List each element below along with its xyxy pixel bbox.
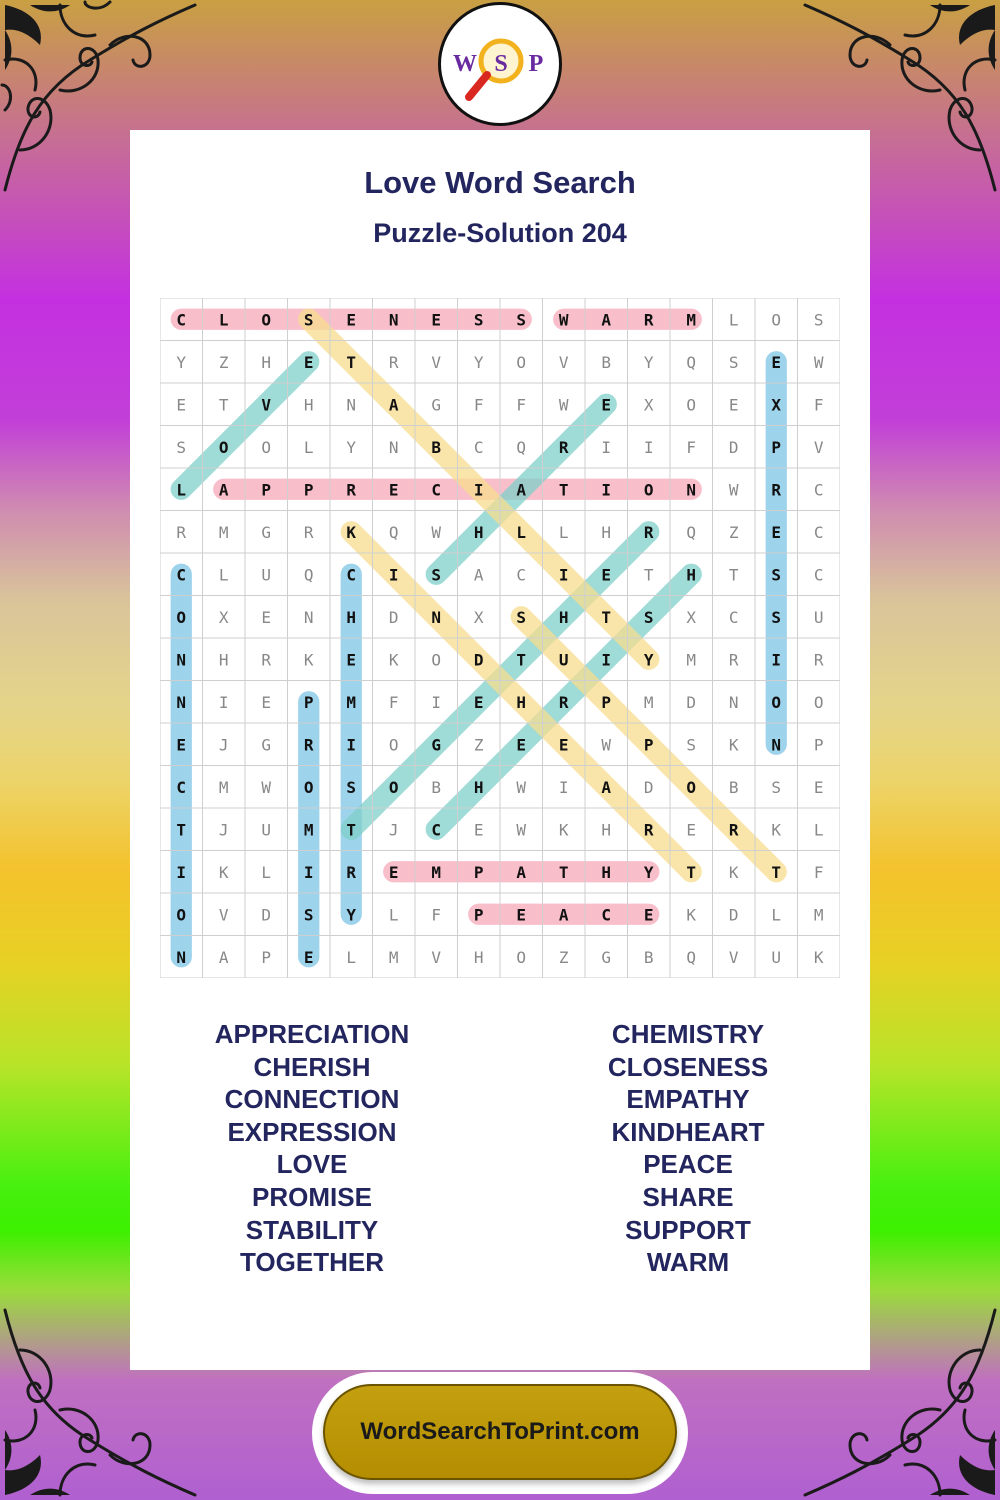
grid-cell-letter: F [388,692,399,712]
grid-cell-letter: K [728,735,739,755]
word-list-item: STABILITY [245,1214,379,1245]
grid-cell-letter: E [473,692,484,712]
logo-letter-p: P [528,51,544,77]
grid-cell-letter: S [771,565,782,585]
word-list-item: CONNECTION [224,1084,400,1115]
grid-cell-letter: K [686,905,697,925]
grid-cell-letter: Y [643,862,654,882]
grid-cell-letter: C [728,607,739,627]
grid-cell-letter: F [473,395,484,415]
grid-cell-letter: I [601,650,612,670]
grid-cell-letter: U [813,607,824,627]
grid-cell-letter: G [261,735,272,755]
grid-cell-letter: I [473,480,484,500]
grid-cell-letter: S [771,777,782,797]
grid-cell-letter: E [473,820,484,840]
grid-cell-letter: T [218,395,229,415]
grid-cell-letter: U [261,820,272,840]
word-list-item: WARM [646,1247,730,1278]
grid-cell-letter: O [516,352,527,372]
grid-cell-letter: L [771,905,782,925]
grid-cell-letter: E [558,735,569,755]
grid-cell-letter: O [431,650,442,670]
grid-cell-letter: R [813,650,824,670]
grid-cell-letter: C [473,437,484,457]
grid-cell-letter: M [388,947,399,967]
grid-cell-letter: E [516,905,527,925]
grid-cell-letter: W [558,395,569,415]
grid-cell-letter: O [261,437,272,457]
grid-cell-letter: I [558,777,569,797]
grid-cell-letter: C [813,565,824,585]
grid-cell-letter: J [218,820,229,840]
grid-cell-letter: C [516,565,527,585]
word-list-item: APPRECIATION [214,1019,410,1049]
grid-cell-letter: H [473,777,484,797]
grid-cell-letter: N [176,650,187,670]
grid-cell-letter: H [516,692,527,712]
grid-cell-letter: I [558,565,569,585]
grid-cell-letter: I [303,862,314,882]
grid-cell-letter: C [176,310,187,330]
grid-cell-letter: U [261,565,272,585]
grid-cell-letter: T [643,565,654,585]
grid-cell-letter: E [176,735,187,755]
grid-cell-letter: S [303,310,314,330]
grid-cell-letter: N [431,607,442,627]
grid-cell-letter: H [601,820,612,840]
grid-cell-letter: O [771,310,782,330]
grid-cell-letter: D [643,777,654,797]
grid-cell-letter: S [643,607,654,627]
grid-cell-letter: P [601,692,612,712]
grid-cell-letter: X [473,607,484,627]
grid-cell-letter: L [558,522,569,542]
word-list-item: CHEMISTRY [611,1019,765,1049]
grid-cell-letter: Q [303,565,314,585]
grid-cell-letter: H [473,522,484,542]
grid-cell-letter: S [176,437,187,457]
grid-cell-letter: B [728,777,739,797]
grid-cell-letter: H [346,607,357,627]
grid-cell-letter: H [261,352,272,372]
grid-cell-letter: I [346,735,357,755]
grid-cell-letter: K [346,522,357,542]
grid-cell-letter: J [388,820,399,840]
grid-cell-letter: A [388,395,399,415]
grid-cell-letter: R [303,522,314,542]
grid-cell-letter: V [813,437,824,457]
grid-cell-letter: K [558,820,569,840]
grid-cell-letter: T [558,862,569,882]
word-list-item: CLOSENESS [607,1051,769,1082]
grid-cell-letter: G [261,522,272,542]
grid-cell-letter: H [473,947,484,967]
grid-cell-letter: H [686,565,697,585]
grid-cell-letter: R [388,352,399,372]
grid-cell-letter: A [601,310,612,330]
grid-cell-letter: E [643,905,654,925]
grid-cell-letter: Y [643,650,654,670]
grid-cell-letter: P [771,437,782,457]
grid-cell-letter: U [558,650,569,670]
grid-cell-letter: E [771,522,782,542]
word-list-item: TOGETHER [240,1247,384,1278]
grid-cell-letter: P [813,735,824,755]
grid-cell-letter: O [771,692,782,712]
grid-cell-letter: H [601,862,612,882]
grid-cell-letter: F [686,437,697,457]
grid-cell-letter: S [771,607,782,627]
grid-cell-letter: S [473,310,484,330]
word-list-left [162,1018,462,1279]
grid-cell-letter: H [218,650,229,670]
word-list-item: CHERISH [253,1051,371,1082]
grid-cell-letter: V [728,947,739,967]
grid-cell-letter: R [558,437,569,457]
grid-cell-letter: L [728,310,739,330]
grid-cell-letter: S [303,905,314,925]
grid-cell-letter: I [601,480,612,500]
grid-cell-letter: Z [558,947,569,967]
grid-cell-letter: O [686,777,697,797]
grid-cell-letter: X [686,607,697,627]
grid-cell-letter: M [686,650,697,670]
grid-cell-letter: R [261,650,272,670]
grid-cell-letter: K [813,947,824,967]
grid-cell-letter: P [261,480,272,500]
grid-cell-letter: E [771,352,782,372]
page-subtitle: Puzzle-Solution 204 [373,218,627,248]
page-title: Love Word Search [364,165,636,200]
grid-cell-letter: H [303,395,314,415]
grid-cell-letter: W [813,352,824,372]
grid-cell-letter: O [388,777,399,797]
grid-cell-letter: O [388,735,399,755]
grid-cell-letter: C [176,777,187,797]
grid-cell-letter: E [176,395,187,415]
grid-cell-letter: A [516,480,527,500]
grid-cell-letter: G [431,395,442,415]
word-list-item: SHARE [642,1181,734,1212]
grid-cell-letter: P [473,905,484,925]
grid-cell-letter: Q [686,352,697,372]
grid-cell-letter: G [601,947,612,967]
grid-cell-letter: M [218,522,229,542]
grid-cell-letter: O [813,692,824,712]
grid-cell-letter: T [686,862,697,882]
grid-cell-letter: N [388,310,399,330]
grid-cell-letter: S [516,607,527,627]
grid-cell-letter: Y [346,905,357,925]
grid-cell-letter: Z [473,735,484,755]
grid-cell-letter: E [813,777,824,797]
grid-cell-letter: P [303,692,314,712]
grid-cell-letter: P [643,735,654,755]
grid-cell-letter: N [388,437,399,457]
grid-cell-letter: W [728,480,739,500]
grid-cell-letter: R [643,820,654,840]
grid-cell-letter: M [303,820,314,840]
grid-cell-letter: H [558,607,569,627]
word-list-right [538,1018,838,1279]
word-list-item: PEACE [643,1149,733,1180]
logo-letter-s: S [494,51,508,77]
grid-cell-letter: A [218,947,229,967]
grid-cell-letter: S [813,310,824,330]
grid-cell-letter: L [176,480,187,500]
grid-cell-letter: R [728,650,739,670]
grid-cell-letter: E [388,862,399,882]
grid-cell-letter: I [771,650,782,670]
grid-cell-letter: A [516,862,527,882]
word-list-item: EXPRESSION [227,1116,397,1147]
grid-cell-letter: I [388,565,399,585]
grid-cell-letter: S [516,310,527,330]
grid-cell-letter: T [601,607,612,627]
grid-cell-letter: F [431,905,442,925]
grid-cell-letter: L [516,522,527,542]
grid-cell-letter: N [176,947,187,967]
grid-cell-letter: W [431,522,442,542]
grid-cell-letter: E [346,650,357,670]
grid-cell-letter: T [346,352,357,372]
grid-cell-letter: P [261,947,272,967]
grid-cell-letter: R [728,820,739,840]
grid-cell-letter: N [303,607,314,627]
grid-cell-letter: K [388,650,399,670]
grid-cell-letter: M [643,692,654,712]
grid-cell-letter: R [346,862,357,882]
grid-cell-letter: E [303,352,314,372]
grid-cell-letter: Y [473,352,484,372]
grid-cell-letter: V [261,395,272,415]
grid-cell-letter: E [601,395,612,415]
grid-cell-letter: Q [686,947,697,967]
grid-cell-letter: D [728,905,739,925]
grid-cell-letter: N [176,692,187,712]
grid-cell-letter: B [431,777,442,797]
site-logo[interactable] [438,2,562,126]
grid-cell-letter: I [601,437,612,457]
grid-cell-letter: A [601,777,612,797]
grid-cell-letter: E [303,947,314,967]
grid-cell-letter: L [261,862,272,882]
grid-cell-letter: Z [728,522,739,542]
grid-cell-letter: K [218,862,229,882]
grid-cell-letter: Q [388,522,399,542]
grid-cell-letter: X [771,395,782,415]
grid-cell-letter: B [643,947,654,967]
grid-cell-letter: W [516,777,527,797]
grid-cell-letter: G [431,735,442,755]
grid-cell-letter: V [431,352,442,372]
grid-cell-letter: M [813,905,824,925]
grid-cell-letter: Z [218,352,229,372]
grid-cell-letter: L [218,310,229,330]
grid-cell-letter: L [813,820,824,840]
grid-cell-letter: H [601,522,612,542]
word-search-grid [160,298,840,978]
grid-cell-letter: O [176,607,187,627]
grid-cell-letter: E [601,565,612,585]
grid-cell-letter: I [176,862,187,882]
grid-cell-letter: C [431,820,442,840]
grid-cell-letter: N [686,480,697,500]
grid-cell-letter: T [516,650,527,670]
grid-cell-letter: E [728,395,739,415]
grid-cell-letter: O [261,310,272,330]
grid-cell-letter: M [431,862,442,882]
grid-cell-letter: S [728,352,739,372]
grid-cell-letter: T [558,480,569,500]
grid-cell-letter: D [388,607,399,627]
grid-cell-letter: E [686,820,697,840]
grid-cell-letter: W [558,310,569,330]
grid-cell-letter: M [686,310,697,330]
grid-cell-letter: C [813,522,824,542]
grid-cell-letter: R [771,480,782,500]
grid-cell-letter: D [728,437,739,457]
grid-cell-letter: E [346,310,357,330]
grid-cell-letter: L [218,565,229,585]
site-link-button[interactable]: WordSearchToPrint.com [323,1384,677,1480]
grid-cell-letter: E [431,310,442,330]
grid-cell-letter: O [176,905,187,925]
grid-cell-letter: K [303,650,314,670]
grid-cell-letter: J [218,735,229,755]
grid-cell-letter: N [771,735,782,755]
grid-cell-letter: W [261,777,272,797]
grid-cell-letter: U [771,947,782,967]
grid-cell-letter: W [601,735,612,755]
grid-cell-letter: W [516,820,527,840]
grid-cell-letter: C [176,565,187,585]
grid-cell-letter: A [558,905,569,925]
grid-cell-letter: R [346,480,357,500]
grid-cell-letter: O [643,480,654,500]
grid-cell-letter: I [218,692,229,712]
grid-cell-letter: C [813,480,824,500]
grid-cell-letter: F [813,862,824,882]
grid-cell-letter: T [176,820,187,840]
grid-canvas [160,298,840,978]
word-list-item: LOVE [276,1149,348,1180]
grid-cell-letter: R [176,522,187,542]
grid-cell-letter: E [261,692,272,712]
grid-cell-letter: A [218,480,229,500]
word-list-item: PROMISE [252,1181,372,1212]
grid-cell-letter: V [558,352,569,372]
grid-cell-letter: E [516,735,527,755]
word-list-item: EMPATHY [626,1084,750,1115]
grid-cell-letter: T [771,862,782,882]
grid-cell-letter: L [303,437,314,457]
grid-cell-letter: X [218,607,229,627]
grid-cell-letter: O [686,395,697,415]
grid-cell-letter: Q [516,437,527,457]
grid-cell-letter: B [601,352,612,372]
grid-cell-letter: M [346,692,357,712]
grid-cell-letter: C [346,565,357,585]
word-list-item: KINDHEART [611,1116,765,1147]
grid-cell-letter: T [346,820,357,840]
grid-cell-letter: N [728,692,739,712]
grid-cell-letter: Y [176,352,187,372]
grid-cell-letter: T [728,565,739,585]
grid-cell-letter: P [473,862,484,882]
grid-cell-letter: F [516,395,527,415]
grid-cell-letter: S [431,565,442,585]
grid-cell-letter: D [686,692,697,712]
grid-cell-letter: V [431,947,442,967]
grid-cell-letter: L [388,905,399,925]
grid-cell-letter: E [388,480,399,500]
grid-cell-letter: R [303,735,314,755]
grid-cell-letter: Y [643,352,654,372]
grid-cell-letter: S [346,777,357,797]
grid-cell-letter: E [261,607,272,627]
grid-cell-letter: C [431,480,442,500]
grid-cell-letter: K [728,862,739,882]
grid-cell-letter: N [346,395,357,415]
grid-cell-letter: M [218,777,229,797]
grid-cell-letter: F [813,395,824,415]
grid-cell-letter: I [431,692,442,712]
grid-cell-letter: O [516,947,527,967]
logo-letter-w: W [453,51,477,77]
grid-cell-letter: O [218,437,229,457]
grid-cell-letter: R [558,692,569,712]
grid-cell-letter: K [771,820,782,840]
grid-cell-letter: L [346,947,357,967]
grid-cell-letter: R [643,522,654,542]
word-list-item: SUPPORT [625,1214,751,1245]
grid-cell-letter: I [643,437,654,457]
grid-cell-letter: A [473,565,484,585]
grid-cell-letter: R [643,310,654,330]
grid-cell-letter: D [473,650,484,670]
grid-cell-letter: Y [346,437,357,457]
grid-cell-letter: V [218,905,229,925]
grid-cell-letter: Q [686,522,697,542]
grid-cell-letter: C [601,905,612,925]
grid-cell-letter: D [261,905,272,925]
grid-cell-letter: X [643,395,654,415]
grid-cell-letter: S [686,735,697,755]
grid-cell-letter: B [431,437,442,457]
grid-cell-letter: O [303,777,314,797]
grid-cell-letter: P [303,480,314,500]
